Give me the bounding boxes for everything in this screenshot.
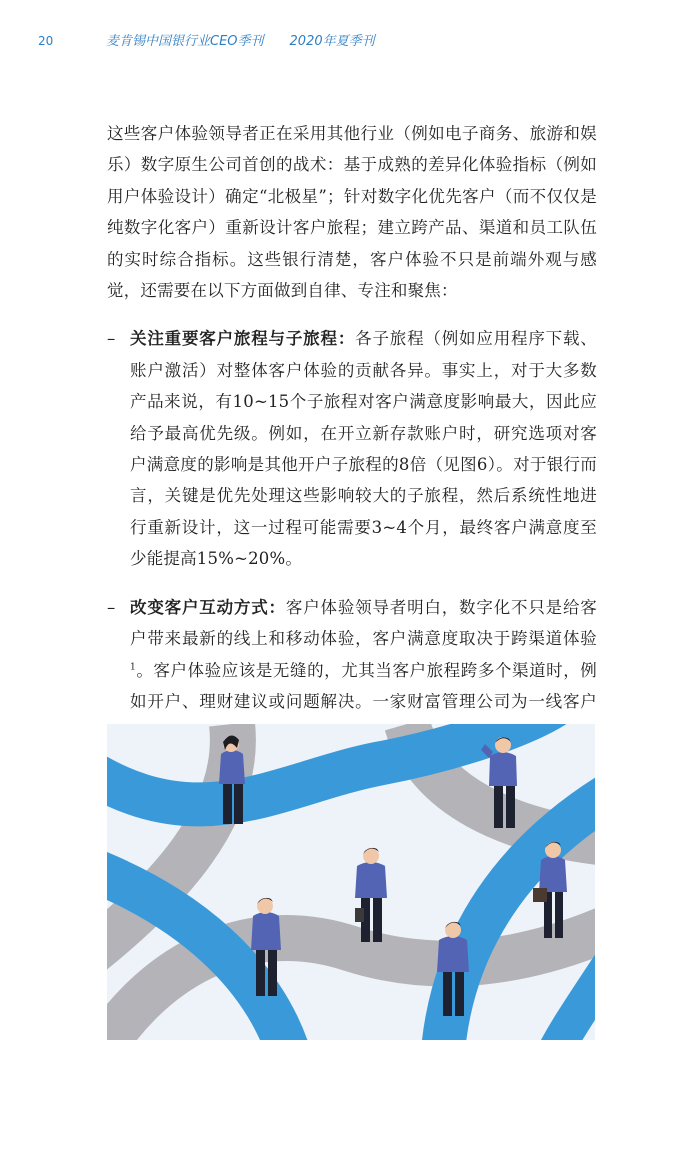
bullet-text: 各子旅程（例如应用程序下载、账户激活）对整体客户体验的贡献各异。事实上，对于大多数产品来说，有10~15个子旅程对客户满意度影响最大，因此应给予最高优先级。例如，在开立新存款账户时，研究选项对客户满意度的影响是其他开户子旅程的8倍（见图6）。对于银行而言，关键是优先处理这些影响较大的子旅程，然后系统性地进行重新设计，这一过程可能需要3~4个月，最终客户满意度至少能提高15%~20%。 [130, 329, 597, 569]
illustration-crossing-paths [107, 724, 595, 1040]
bullet-dash: – [107, 597, 116, 617]
page-number: 20 [38, 34, 54, 48]
page-header [38, 30, 375, 49]
issue-label: 2020年夏季刊 [289, 34, 375, 49]
illustration-svg [107, 724, 595, 1040]
bullet-text: 客户体验领导者明白，数字化不只是给客户带来最新的线上和移动体验，客户满意度取决于跨渠道体验 [130, 597, 597, 649]
footnote-marker: 1 [130, 662, 136, 672]
bullet-title: 关注重要客户旅程与子旅程： [130, 329, 356, 349]
article-body [107, 118, 597, 749]
bullet-item-journeys [107, 323, 597, 574]
bullet-dash: – [107, 329, 116, 349]
bullet-text-continued: 。客户体验应该是无缝的，尤其当客户旅程跨多个渠道时，例如开户、理财建议或问题解决。一家财富管理公司为一线客户 [130, 660, 597, 711]
bullet-title: 改变客户互动方式： [130, 597, 286, 617]
intro-paragraph: 这些客户体验领导者正在采用其他行业（例如电子商务、旅游和娱乐）数字原生公司首创的战术：基于成熟的差异化体验指标（例如用户体验设计）确定“北极星”；针对数字化优先客户（而不仅仅是纯数字化客户）重新设计客户旅程；建立跨产品、渠道和员工队伍的实时综合指标。这些银行清楚，客户体验不只是前端外观与感觉，还需要在以下方面做到自律、专注和聚焦： [107, 124, 597, 301]
journal-title: 麦肯锡中国银行业CEO季刊 [106, 34, 264, 49]
